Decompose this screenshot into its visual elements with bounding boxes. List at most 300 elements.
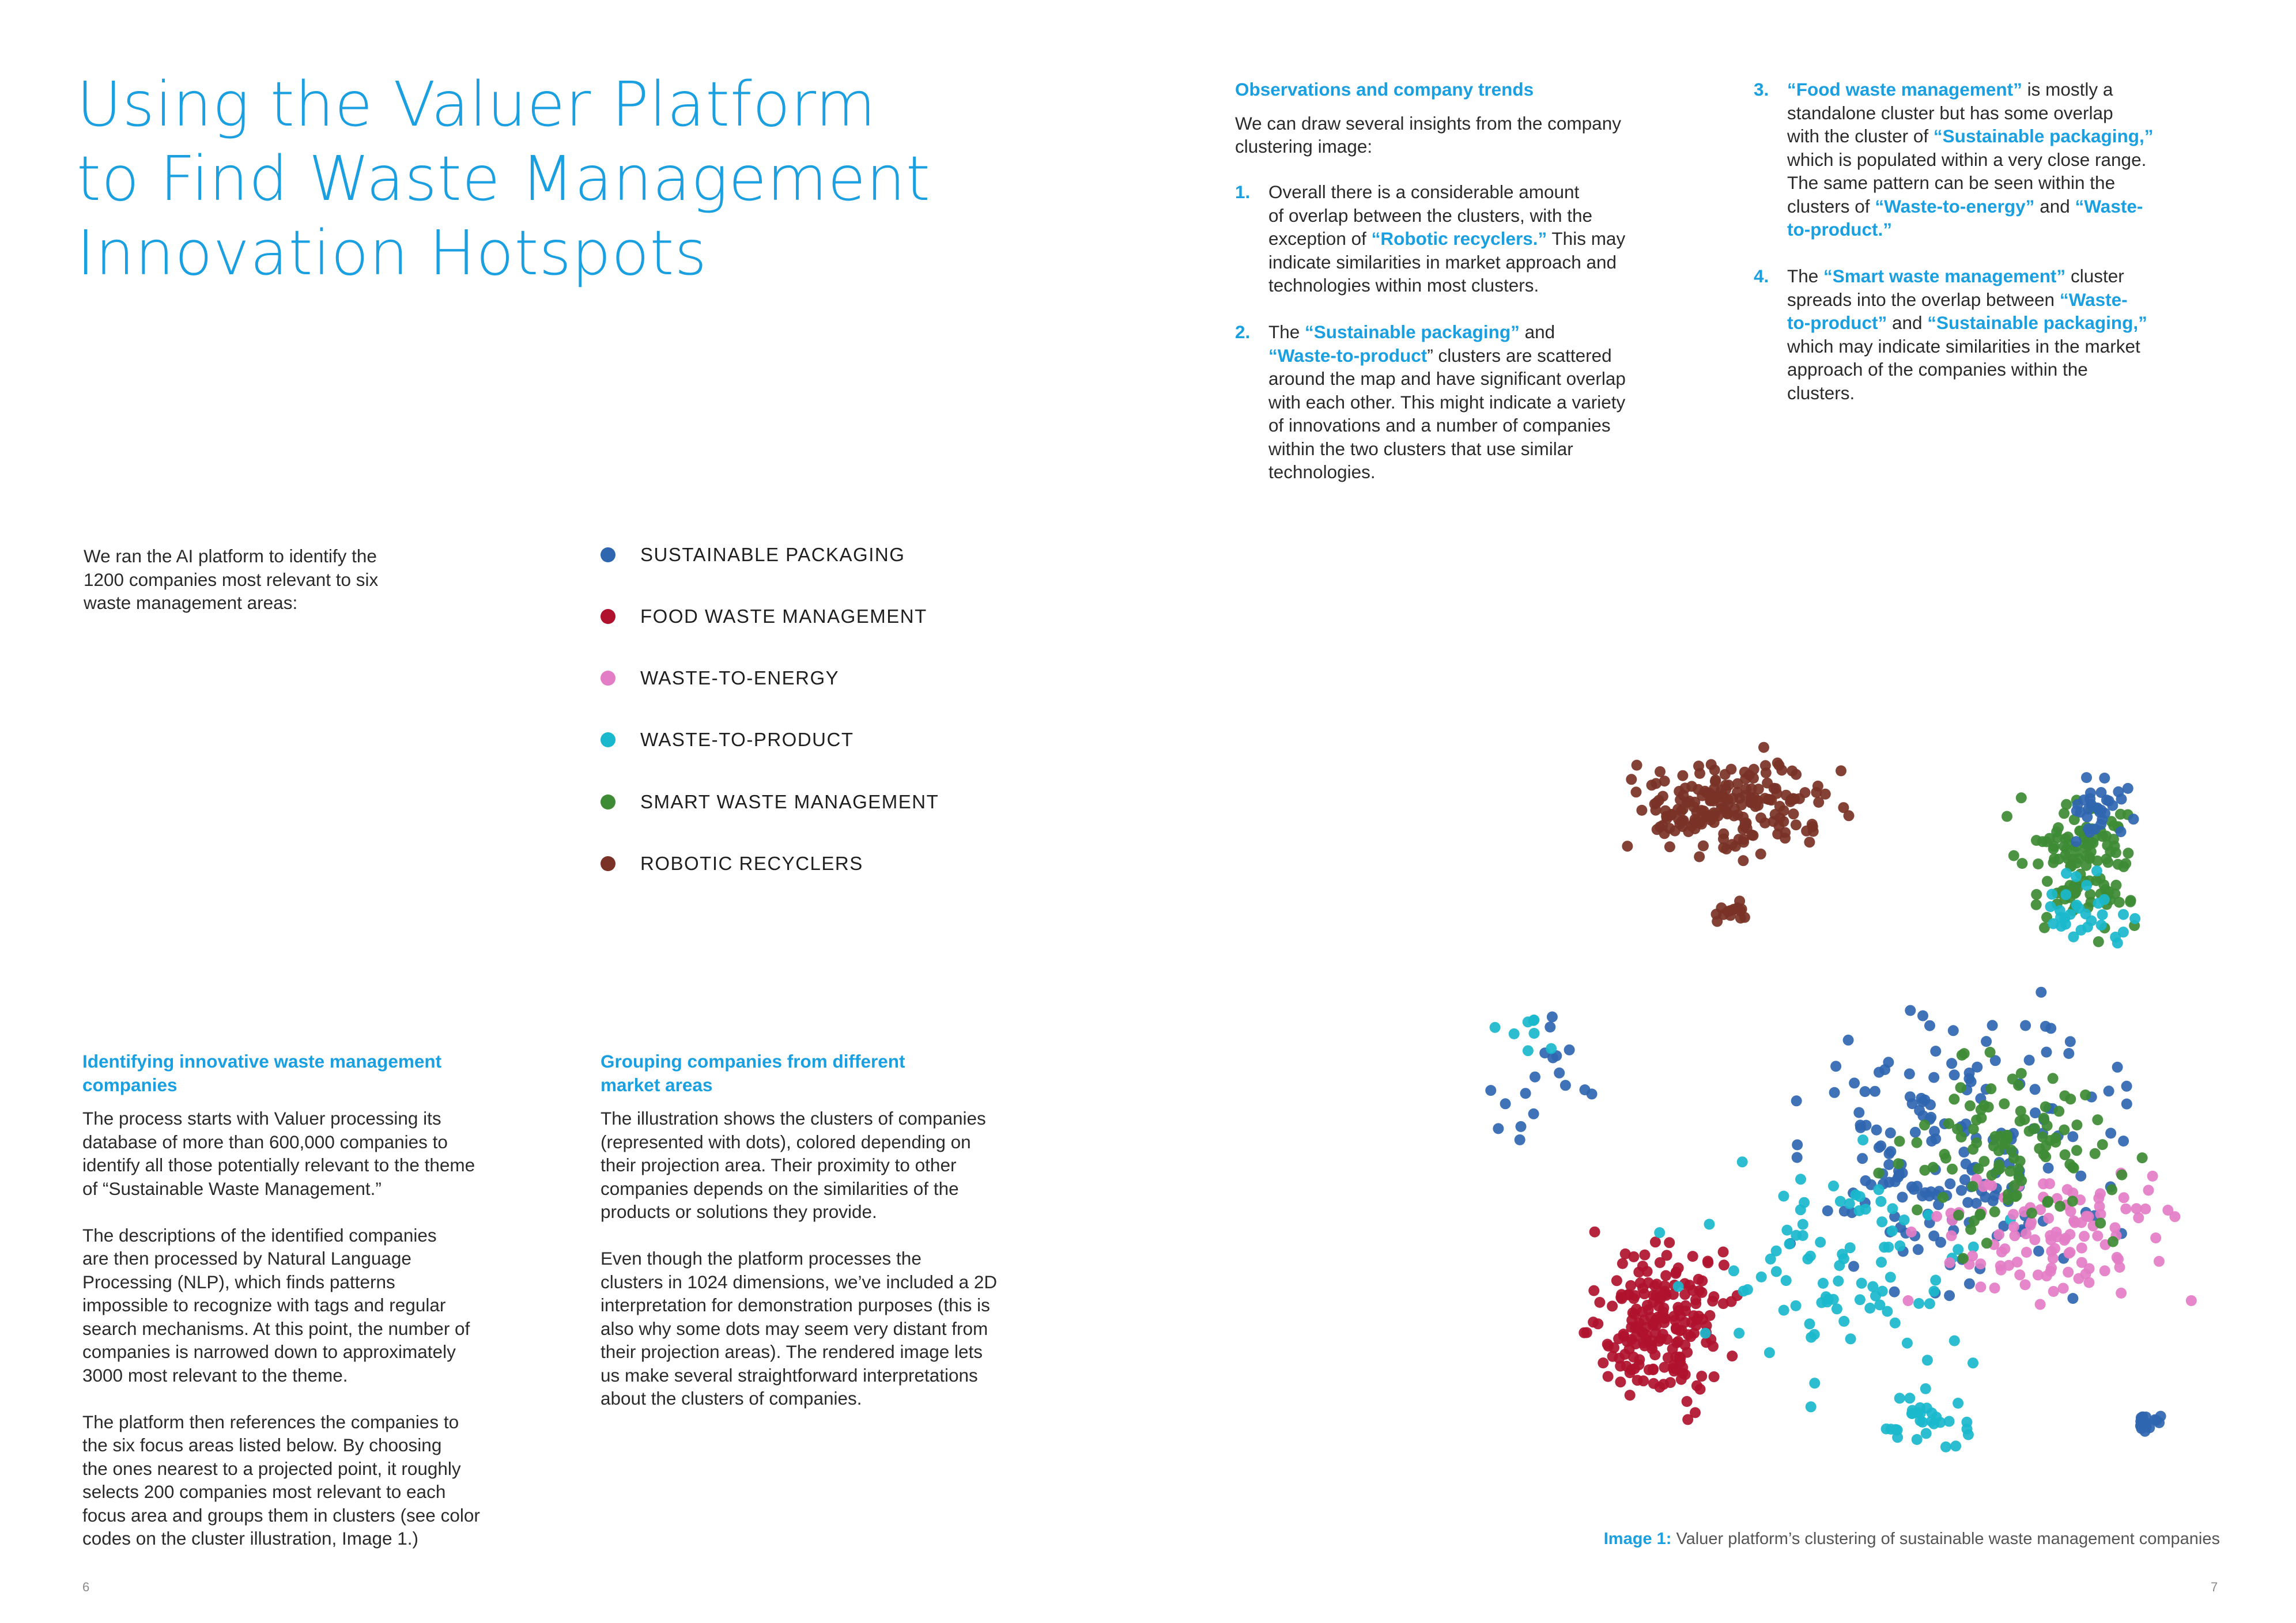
company-dot (1838, 802, 1849, 813)
company-dot (1643, 1304, 1654, 1315)
company-dot (1640, 1322, 1651, 1333)
company-dot (2016, 858, 2027, 869)
company-dot (1710, 775, 1721, 786)
company-dot (1742, 1284, 1753, 1295)
company-dot (1698, 805, 1709, 816)
company-dot (2025, 1220, 2036, 1231)
page-number-right: 7 (2211, 1580, 2218, 1594)
company-dot (2154, 1256, 2165, 1267)
company-dot (1799, 1197, 1810, 1208)
company-dot (2020, 1020, 2031, 1031)
company-dot (1649, 799, 1660, 809)
company-dot (1658, 1379, 1669, 1390)
company-dot (1781, 1275, 1792, 1286)
company-dot (1760, 760, 1771, 771)
company-dot (1948, 1094, 1959, 1104)
company-dot (1626, 1322, 1637, 1333)
company-dot (1650, 1236, 1661, 1247)
company-dot (2050, 1137, 2061, 1148)
company-dot (1746, 797, 1757, 808)
company-dot (2155, 1411, 2166, 1422)
highlighted-term: “Waste- to-product.” (1787, 195, 2143, 240)
company-dot (1981, 1238, 1992, 1249)
company-dot (1946, 1058, 1957, 1069)
company-dot (1922, 1355, 1933, 1365)
company-dot (2083, 1277, 2094, 1288)
company-dot (1931, 1211, 1942, 1222)
company-dot (2048, 1286, 2059, 1297)
company-dot (1978, 1156, 1989, 1167)
observation-text: and (1887, 312, 1928, 333)
company-dot (2150, 1232, 2161, 1243)
company-dot (1704, 788, 1715, 799)
company-dot (1913, 1244, 1924, 1255)
company-dot (2015, 1156, 2026, 1167)
company-dot (1642, 1266, 1653, 1277)
company-dot (1879, 1242, 1890, 1253)
company-dot (1809, 1378, 1820, 1389)
company-dot (1876, 1257, 1887, 1268)
company-dot (1693, 1274, 1704, 1285)
company-dot (1890, 1318, 1901, 1329)
company-dot (1961, 1159, 1972, 1170)
company-dot (2020, 1279, 2031, 1290)
company-dot (2037, 836, 2048, 847)
company-dot (1905, 1005, 1916, 1016)
company-dot (2123, 783, 2133, 794)
company-dot (1509, 1028, 1520, 1039)
company-dot (1818, 1278, 1829, 1289)
company-dot (1837, 1249, 1848, 1259)
company-dot (2016, 792, 2027, 803)
company-dot (2081, 880, 2092, 891)
company-dot (1653, 1293, 1664, 1304)
company-dot (1829, 1087, 1840, 1098)
company-dot (1905, 1091, 1916, 1102)
company-dot (2081, 772, 2092, 783)
company-dot (2060, 889, 2071, 900)
company-dot (2040, 1102, 2051, 1113)
company-dot (2120, 1204, 2131, 1215)
company-dot (1921, 1428, 1932, 1439)
company-dot (2092, 1114, 2103, 1125)
company-dot (2029, 1234, 2040, 1245)
company-dot (2045, 901, 2056, 912)
company-dot (2099, 773, 2110, 784)
company-dot (1875, 1196, 1886, 1207)
company-dot (2005, 1166, 2016, 1176)
company-dot (2137, 1152, 2148, 1163)
observation-text: The (1268, 321, 1305, 342)
company-dot (2086, 846, 2097, 857)
company-dot (1795, 1174, 1806, 1185)
company-dot (2110, 848, 2121, 858)
company-dot (1718, 1247, 1729, 1258)
company-dot (1890, 1424, 1901, 1435)
company-dot (2031, 889, 2042, 900)
company-dot (1894, 1169, 1905, 1180)
company-dot (1920, 1383, 1931, 1394)
company-dot (1950, 1440, 1961, 1451)
observations-heading: Observations and company trends (1235, 79, 1534, 100)
company-dot (2041, 1047, 2052, 1058)
company-dot (2043, 1163, 2054, 1174)
company-dot (1722, 808, 1733, 819)
company-dot (1738, 812, 1749, 823)
company-dot (2035, 1299, 2046, 1310)
company-dot (1619, 1349, 1630, 1360)
company-dot (2082, 922, 2093, 933)
company-dot (1874, 1142, 1885, 1153)
company-dot (2048, 1073, 2059, 1084)
company-dot (1964, 1068, 1975, 1079)
company-dot (1623, 1289, 1634, 1300)
company-dot (1902, 1338, 1913, 1349)
company-dot (1636, 805, 1647, 816)
company-dot (1791, 1230, 1802, 1241)
observation-number: 2. (1235, 321, 1251, 342)
company-dot (2113, 859, 2124, 870)
company-dot (1772, 788, 1783, 799)
company-dot (1935, 1237, 1946, 1248)
company-dot (1917, 1110, 1928, 1121)
company-dot (1987, 1020, 1998, 1031)
company-dot (1671, 1337, 1682, 1348)
company-dot (2112, 1062, 2123, 1073)
company-dot (1963, 1429, 1974, 1440)
company-dot (2042, 876, 2053, 887)
company-dot (1924, 1190, 1935, 1201)
company-dot (1673, 814, 1684, 825)
company-dot (1711, 909, 1722, 920)
section-grouping-para-2: Even though the platform processes the clusters in 1024 dimensions, we’ve included a 2D interpretation for demonstration purposes (this is also why some dots may seem very distant from their projection areas). The rendered image lets us make several straightforward interpretations about the clusters of companies. (601, 1248, 998, 1409)
company-dot (1988, 1196, 1999, 1206)
company-dot (2082, 811, 2093, 822)
company-dot (1625, 1390, 1636, 1401)
company-dot (1644, 1364, 1655, 1375)
company-dot (2040, 1021, 2051, 1032)
company-dot (1931, 1412, 1942, 1423)
company-dot (1560, 1080, 1571, 1091)
company-dot (2038, 1113, 2049, 1123)
company-dot (1989, 1282, 2000, 1293)
company-dot (1632, 760, 1642, 771)
company-dot (2024, 1055, 2035, 1066)
company-dot (1889, 1287, 1900, 1297)
company-dot (2064, 1248, 2075, 1259)
company-dot (2053, 1106, 2064, 1117)
company-dot (2011, 1190, 2022, 1201)
company-dot (1661, 1334, 1672, 1345)
company-dot (1930, 1046, 1941, 1057)
legend-label: SMART WASTE MANAGEMENT (640, 791, 939, 812)
image-caption-text: Valuer platform’s clustering of sustainable waste management companies (1671, 1530, 2220, 1548)
section-identifying-para-3: The platform then references the companies to the six focus areas listed below. By choosing the ones nearest to a projected point, it roughly selects 200 companies most relevant to each focus area and groups them in clusters (see color codes on the cluster illustration, Image 1.) (82, 1411, 480, 1549)
highlighted-term: “Sustainable packaging” (1305, 321, 1520, 342)
company-dot (2116, 826, 2127, 837)
company-dot (2129, 913, 2140, 924)
company-dot (1957, 1050, 1968, 1061)
company-dot (1709, 1371, 1720, 1382)
company-dot (1968, 1357, 1978, 1368)
company-dot (1958, 1253, 1969, 1264)
company-dot (1528, 1109, 1539, 1119)
company-dot (2095, 1188, 2106, 1199)
company-dot (1857, 1134, 1868, 1145)
company-dot (1871, 1125, 1882, 1136)
company-dot (1694, 817, 1705, 828)
company-dot (1999, 1098, 2010, 1109)
highlighted-term: “Robotic recyclers.” (1371, 228, 1547, 249)
section-grouping-heading: Grouping companies from different market areas (601, 1051, 905, 1095)
company-dot (1704, 1219, 1715, 1229)
company-dot (1684, 1280, 1695, 1291)
company-dot (1663, 1352, 1674, 1363)
legend-label: WASTE-TO-ENERGY (640, 667, 840, 688)
company-dot (1516, 1121, 1527, 1132)
company-dot (2102, 857, 2113, 868)
company-dot (1946, 1230, 1957, 1241)
company-dot (1968, 1123, 1979, 1134)
company-dot (1659, 828, 1670, 839)
company-dot (2097, 1139, 2108, 1150)
company-dot (1687, 1251, 1698, 1262)
company-dot (1949, 1336, 1960, 1346)
company-dot (1691, 1380, 1702, 1391)
company-dot (2045, 1266, 2056, 1277)
company-dot (1659, 1280, 1670, 1291)
company-dot (1928, 1286, 1939, 1297)
company-dot (1670, 1268, 1681, 1279)
company-dot (1500, 1098, 1511, 1109)
company-dot (2071, 871, 2082, 882)
company-dot (2121, 1081, 2132, 1092)
company-dot (1956, 1185, 1967, 1196)
company-dot (1581, 1327, 1592, 1338)
company-dot (2031, 899, 2042, 910)
company-dot (1702, 1256, 1713, 1267)
company-dot (1834, 1260, 1845, 1271)
highlighted-term: “Food waste management” (1787, 79, 2022, 100)
company-dot (1864, 1303, 1875, 1314)
image-caption-label: Image 1: (1603, 1530, 1672, 1548)
highlighted-term: “Sustainable packaging,” (1927, 312, 2147, 333)
company-dot (1924, 1298, 1935, 1309)
company-dot (1716, 784, 1727, 795)
company-dot (1993, 1229, 2004, 1240)
company-dot (1647, 780, 1657, 790)
company-dot (2049, 1243, 2060, 1254)
company-dot (1806, 1332, 1817, 1343)
company-dot (2121, 1099, 2132, 1110)
company-dot (1734, 834, 1744, 845)
company-dot (1953, 1210, 1964, 1221)
company-dot (1588, 1285, 1599, 1296)
company-dot (1920, 1095, 1931, 1106)
company-dot (1876, 1216, 1887, 1227)
company-dot (1870, 1086, 1880, 1097)
company-dot (1485, 1085, 1496, 1096)
company-dot (1603, 1371, 1614, 1382)
company-dot (2071, 1145, 2082, 1156)
company-dot (1690, 1407, 1701, 1418)
company-dot (1838, 1316, 1849, 1327)
company-dot (1693, 761, 1704, 771)
company-dot (1885, 1128, 1896, 1138)
highlighted-term: “Smart waste management” (1823, 266, 2066, 286)
company-dot (2068, 1216, 2079, 1227)
company-dot (1655, 766, 1666, 777)
company-dot (2136, 1423, 2147, 1434)
company-dot (1849, 1077, 1860, 1088)
company-dot (1989, 1206, 2000, 1217)
company-dot (1589, 1227, 1600, 1238)
company-dot (2008, 1209, 2019, 1220)
company-dot (2114, 1262, 2125, 1273)
observation-text: cluster spreads into the overlap between (1787, 266, 2124, 310)
company-dot (2093, 936, 2104, 947)
company-dot (1657, 1307, 1668, 1318)
company-dot (1778, 1191, 1789, 1202)
company-dot (1912, 1434, 1923, 1445)
page-title: Using the Valuer Platform to Find Waste Management Innovation Hotspots (77, 69, 931, 289)
company-dot (1835, 1196, 1846, 1207)
observation-text: ” clusters are scattered around the map and have significant overlap with each other. This might indicate a variety of innovations and a number of companies within the two clusters that use similar technologies. (1268, 345, 1626, 482)
company-dot (2034, 1143, 2045, 1154)
company-dot (1850, 1189, 1861, 1200)
company-dot (1893, 1158, 1904, 1169)
company-dot (1949, 1069, 1960, 1080)
company-dot (2008, 1221, 2019, 1232)
company-dot (2055, 912, 2066, 923)
company-dot (1894, 1393, 1905, 1403)
company-dot (1792, 1140, 1803, 1151)
company-dot (1530, 1072, 1540, 1083)
company-dot (1523, 1016, 1534, 1027)
company-dot (2118, 909, 2129, 920)
observations-intro: We can draw several insights from the company clustering image: (1235, 112, 1621, 157)
company-dot (2076, 1243, 2087, 1254)
company-dot (2186, 1295, 2197, 1306)
company-dot (1708, 1291, 1719, 1302)
company-dot (1615, 1376, 1626, 1387)
company-dot (1912, 1205, 1923, 1216)
company-dot (2072, 799, 2083, 810)
company-dot (2113, 786, 2124, 797)
company-dot (1740, 773, 1751, 784)
company-dot (1939, 1149, 1950, 1160)
company-dot (1728, 1265, 1739, 1276)
company-dot (1758, 742, 1769, 753)
company-dot (2086, 799, 2097, 810)
company-dot (1791, 769, 1802, 780)
company-dot (2105, 1128, 2116, 1138)
highlighted-term: “Waste- to-product” (1787, 289, 2128, 333)
legend-label: SUSTAINABLE PACKAGING (640, 544, 905, 565)
company-dot (1976, 1104, 1987, 1115)
observation-text: which may indicate similarities in the market approach of the companies within the clusters. (1787, 335, 2140, 403)
company-dot (2044, 1178, 2055, 1189)
company-dot (1930, 1275, 1941, 1286)
company-dot (1947, 1164, 1958, 1175)
company-dot (1716, 799, 1727, 809)
company-dot (1694, 852, 1705, 862)
company-dot (2143, 1185, 2154, 1196)
company-dot (1778, 816, 1789, 827)
company-dot (1736, 800, 1747, 811)
company-dot (1944, 1290, 1955, 1301)
company-dot (1881, 1424, 1892, 1435)
company-dot (1654, 1227, 1665, 1238)
company-dot (2128, 814, 2139, 824)
company-dot (1659, 1362, 1670, 1373)
company-dot (1607, 1301, 1618, 1312)
company-dot (2033, 858, 2044, 869)
company-dot (1684, 796, 1695, 807)
company-dot (1727, 793, 1738, 804)
company-dot (1728, 904, 1739, 915)
company-dot (1917, 1011, 1928, 1022)
company-dot (1821, 1291, 1831, 1302)
company-dot (1833, 1276, 1844, 1287)
image-caption (1604, 1530, 2220, 1549)
company-dot (1965, 1100, 1976, 1111)
company-dot (2014, 1269, 2025, 1280)
company-dot (2133, 1212, 2144, 1223)
company-dot (1564, 1045, 1575, 1055)
company-dot (2060, 849, 2071, 860)
company-dot (1855, 1119, 1866, 1130)
company-dot (1726, 1296, 1737, 1307)
company-dot (1884, 1177, 1895, 1188)
company-dot (1587, 1088, 1598, 1099)
company-dot (2108, 1236, 2118, 1247)
company-dot (1664, 1237, 1675, 1248)
intro-text: We ran the AI platform to identify the 1200 companies most relevant to six waste management areas: (84, 546, 379, 613)
company-dot (1903, 1295, 1914, 1306)
company-dot (1784, 1239, 1795, 1250)
company-dot (2099, 1265, 2110, 1276)
observation-number: 1. (1235, 181, 1251, 202)
company-dot (1910, 1127, 1921, 1138)
section-grouping-para-1: The illustration shows the clusters of companies (represented with dots), colored depending on their projection area. Their proximity to other companies depends on the similarities of the products or solutions they provide. (601, 1108, 986, 1222)
highlighted-term: “Waste-to-product (1268, 345, 1428, 366)
company-dot (1791, 819, 1802, 830)
company-dot (2125, 895, 2136, 906)
company-dot (1709, 817, 1720, 828)
company-dot (1592, 1318, 1603, 1329)
company-dot (1622, 841, 1633, 852)
company-dot (2116, 1288, 2127, 1299)
company-dot (1738, 855, 1749, 866)
company-dot (1676, 1374, 1687, 1385)
section-identifying-para-1: The process starts with Valuer processing its database of more than 600,000 companies to identify all those potentially relevant to the theme of “Sustainable Waste Management.” (82, 1108, 475, 1199)
company-dot (1999, 1243, 2010, 1254)
company-dot (1693, 784, 1704, 795)
observation-text: which is populated within a very close range. The same pattern can be seen within the clusters of (1787, 149, 2147, 217)
company-dot (1677, 770, 1688, 781)
company-dot (1800, 787, 1811, 798)
page-number-left: 6 (82, 1580, 90, 1594)
company-dot (1943, 1118, 1954, 1129)
company-dot (1664, 841, 1675, 852)
company-dot (1792, 1152, 1803, 1163)
company-dot (1985, 1083, 1996, 1094)
company-dot (1860, 1086, 1871, 1097)
company-dot (1867, 1281, 1878, 1292)
observation-text: is mostly a standalone cluster but has some overlap with the cluster of (1787, 79, 2113, 146)
company-dot (2055, 1201, 2065, 1212)
